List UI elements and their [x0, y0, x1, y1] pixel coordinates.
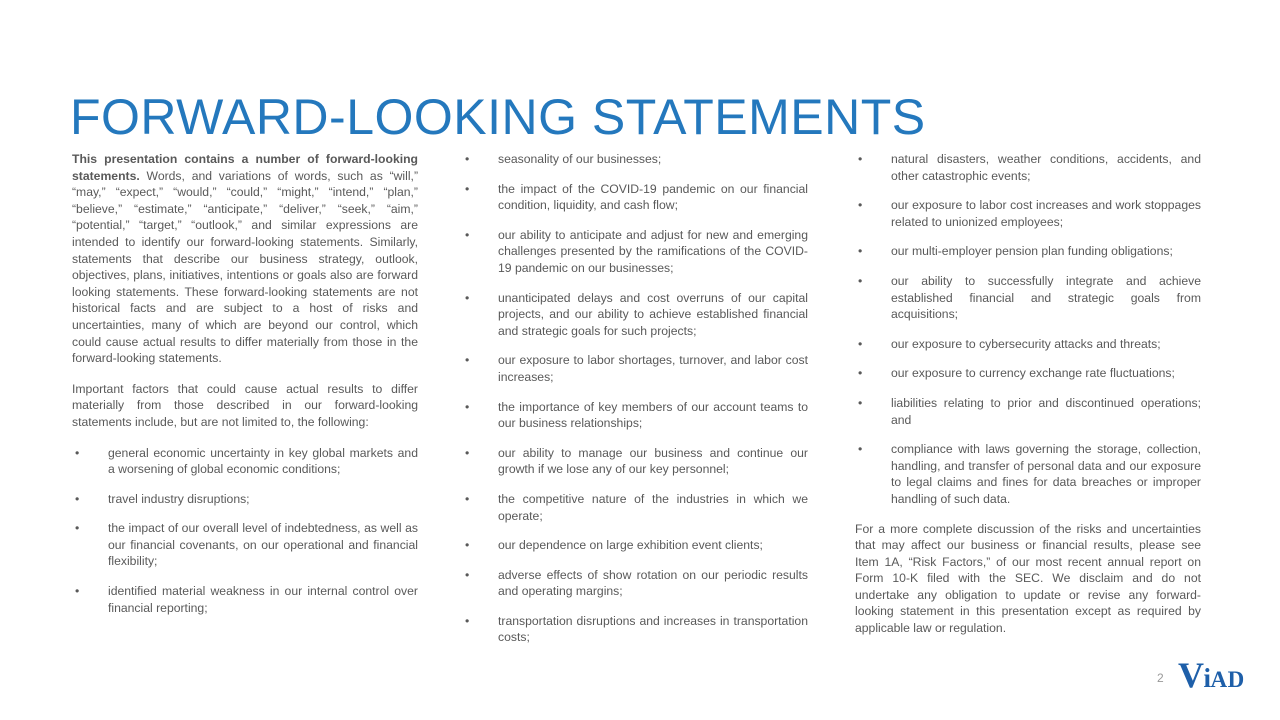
column-1-bullet-list [72, 445, 418, 617]
bullet-item: • our exposure to labor shortages, turnover, and labor cost increases; [462, 352, 808, 385]
bullet-item: • transportation disruptions and increases in transportation costs; [462, 613, 808, 646]
bullet-item: • the importance of key members of our account teams to our business relationships; [462, 399, 808, 432]
bullet-item: • natural disasters, weather conditions, accidents, and other catastrophic events; [855, 151, 1201, 184]
bullet-item: • the impact of our overall level of indebtedness, as well as our financial covenants, on our operational and financial flexibility; [72, 520, 418, 570]
closing-paragraph: For a more complete discussion of the risks and uncertainties that may affect our business or financial results, please see Item 1A, “Risk Factors,” of our most recent annual report on Form 10-K filed with the SEC. We disclaim and do not undertake any obligation to update or revise any forward-looking statement in this presentation except as required by applicable law or regulation. [855, 521, 1201, 636]
bullet-item: • our ability to successfully integrate and achieve established financial and strategic goals from acquisitions; [855, 273, 1201, 323]
bullet-item: • adverse effects of show rotation on our periodic results and operating margins; [462, 567, 808, 600]
bullet-item: • identified material weakness in our internal control over financial reporting; [72, 583, 418, 616]
column-3 [855, 151, 1201, 637]
viad-logo-letter-v: V [1178, 655, 1204, 695]
bullet-item: • our exposure to currency exchange rate fluctuations; [855, 365, 1201, 382]
page-number: 2 [1157, 671, 1164, 685]
bullet-item: • the competitive nature of the industries in which we operate; [462, 491, 808, 524]
column-3-bullet-list [855, 151, 1201, 508]
viad-logo-letter-i: i [1203, 663, 1211, 693]
bullet-item: • the impact of the COVID-19 pandemic on our financial condition, liquidity, and cash flow; [462, 181, 808, 214]
bullet-item: • our dependence on large exhibition event clients; [462, 537, 808, 554]
page-title: FORWARD-LOOKING STATEMENTS [70, 88, 926, 145]
intro-paragraph-bold: This presentation contains a number of forward-looking statements. [72, 152, 418, 183]
bullet-item: • our exposure to cybersecurity attacks and threats; [855, 336, 1201, 353]
column-1 [72, 151, 418, 629]
column-2 [462, 151, 808, 659]
bullet-item: • travel industry disruptions; [72, 491, 418, 508]
bullet-item: • our ability to manage our business and continue our growth if we lose any of our key personnel; [462, 445, 808, 478]
bullet-item: • our multi-employer pension plan funding obligations; [855, 243, 1201, 260]
column-2-bullet-list [462, 151, 808, 646]
bullet-item: • general economic uncertainty in key global markets and a worsening of global economic conditions; [72, 445, 418, 478]
bullet-item: • compliance with laws governing the storage, collection, handling, and transfer of personal data and our exposure to legal claims and fines for data breaches or improper handling of such data. [855, 441, 1201, 507]
bullet-item: • our ability to anticipate and adjust for new and emerging challenges presented by the ramifications of the COVID-19 pandemic on our businesses; [462, 227, 808, 277]
bullet-item: • liabilities relating to prior and discontinued operations; and [855, 395, 1201, 428]
bullet-item: • unanticipated delays and cost overruns of our capital projects, and our ability to achieve established financial and strategic goals for such projects; [462, 290, 808, 340]
viad-logo [1178, 657, 1245, 693]
intro-paragraph [72, 151, 418, 367]
intro-paragraph-rest: Words, and variations of words, such as “will,” “may,” “expect,” “would,” “could,” “might,” “intend,” “plan,” “believe,” “estimate,” “anticipate,” “deliver,” “seek,” “aim,” “potential,” “target,” “outlook,” and similar expressions are intended to identify our forward-looking statements. Similarly, statements that describe our business strategy, outlook, objectives, plans, initiatives, intentions or goals also are forward looking statements. These forward-looking statements are not historical facts and are subject to a host of risks and uncertainties, many of which are beyond our control, which could cause actual results to differ materially from those in the forward-looking statements. [72, 168, 418, 366]
viad-logo-letters-ad: AD [1210, 667, 1245, 692]
bullet-item: • seasonality of our businesses; [462, 151, 808, 168]
important-factors-paragraph: Important factors that could cause actual results to differ materially from those described in our forward-looking statements include, but are not limited to, the following: [72, 381, 418, 429]
bullet-item: • our exposure to labor cost increases and work stoppages related to unionized employees; [855, 197, 1201, 230]
